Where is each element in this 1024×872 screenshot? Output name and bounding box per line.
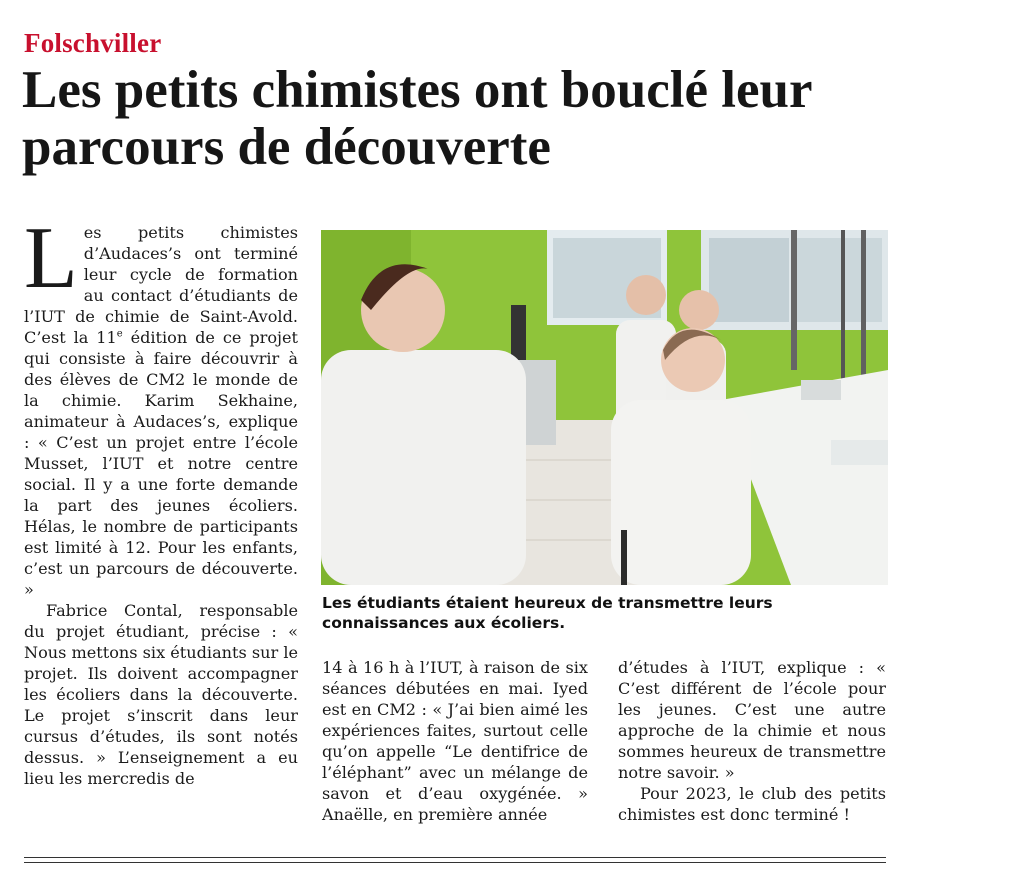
photo-caption: Les étudiants étaient heureux de transmettre leurs connaissances aux écoliers. — [322, 594, 773, 632]
intro-text-end: édition de ce projet qui consiste à faire découvrir à des élèves de CM2 le monde de la chimie. Karim Sekhaine, animateur à Audaces’s, explique : « C’est un projet entre l’école Musset, l’IUT et notre centre social. Il y a une forte demande la part des jeunes écoliers. Hélas, le nombre de participants est limité à 12. Pour les enfants, c’est un parcours de découverte. » — [24, 328, 298, 599]
bottom-rule — [24, 857, 886, 858]
article-column-2 — [322, 657, 588, 825]
ordinal-suffix: e — [116, 328, 123, 340]
article-column-1 — [24, 210, 298, 789]
article-photo — [321, 230, 888, 585]
drop-cap: L — [24, 210, 78, 307]
bottom-rule-double — [24, 862, 886, 863]
lab-photo-illustration — [321, 230, 888, 585]
paragraph-iyed: 14 à 16 h à l’IUT, à raison de six séances débutées en mai. Iyed est en CM2 : « J’ai bien aimé les expériences faites, surtout celle qu’on appelle “Le dentifrice de l’éléphant” avec un mélange de savon et d’eau oxygénée. » Anaëlle, en première année — [322, 658, 588, 824]
paragraph-conclusion: Pour 2023, le club des petits chimistes est donc terminé ! — [618, 784, 886, 824]
section-kicker: Folschviller — [24, 28, 162, 58]
article-headline: Les petits chimistes ont bouclé leur parcours de découverte — [22, 61, 812, 176]
paragraph-anaelle: d’études à l’IUT, explique : « C’est différent de l’école pour les jeunes. C’est une autre approche de la chimie et nous sommes heureux de transmettre notre savoir. » — [618, 658, 886, 782]
paragraph-contal: Fabrice Contal, responsable du projet étudiant, précise : « Nous mettons six étudiants sur le projet. Ils doivent accompagner les écoliers dans la découverte. Le projet s’inscrit dans leur cursus d’études, ils sont notés dessus. » L’enseignement a eu lieu les mercredis de — [24, 601, 298, 788]
intro-text: es petits chimistes d’Audaces’s ont terminé leur cycle de formation au contact d’étudiants de l’IUT de chimie de Saint-Avold. C’est la 11 — [24, 223, 298, 347]
article-column-3 — [618, 657, 886, 825]
paragraph-intro — [24, 210, 298, 600]
